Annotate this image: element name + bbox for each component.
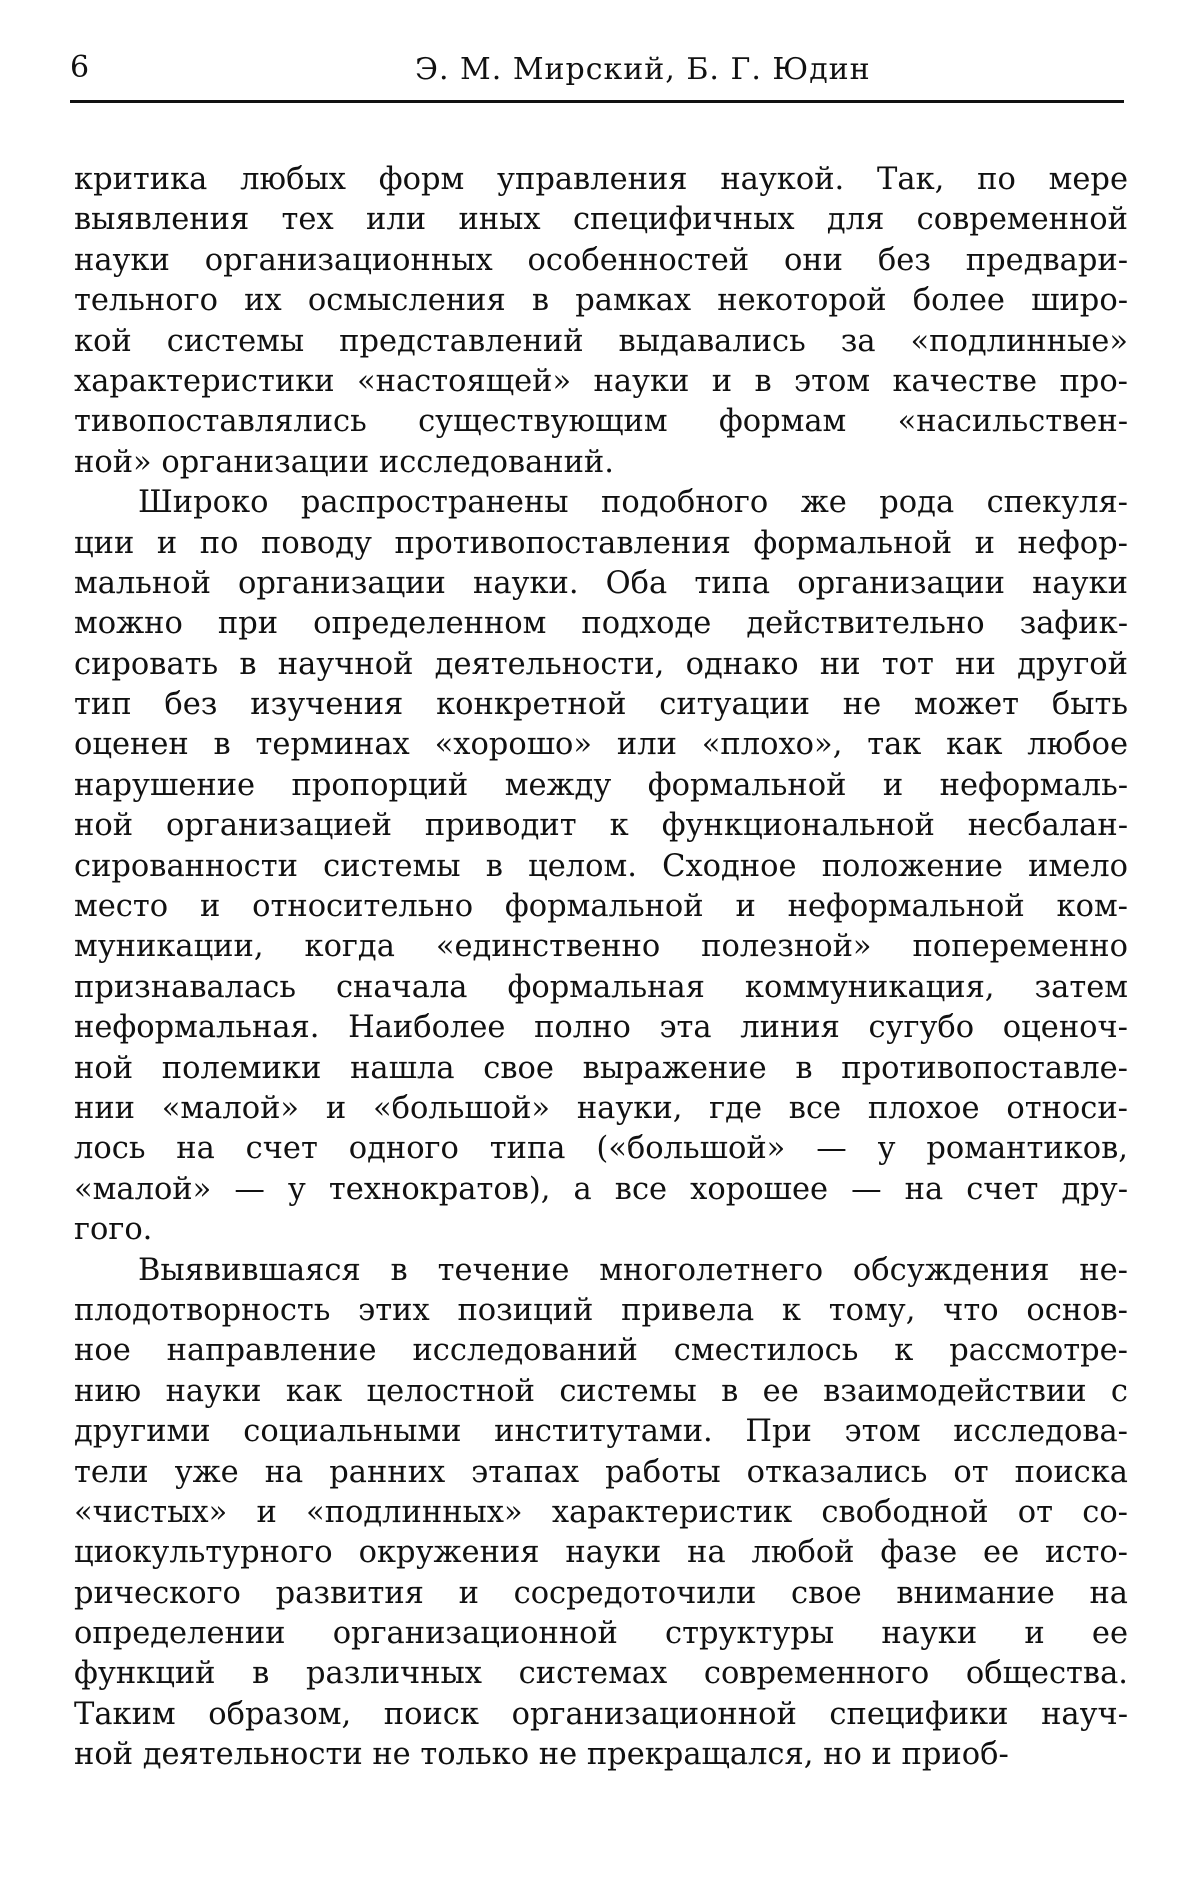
text-line: оценен в терминах «хорошо» или «плохо», так как любое [74, 727, 1128, 763]
text-line: Выявившаяся в течение многолетнего обсуждения не- [138, 1252, 1128, 1288]
text-line: гого. [74, 1212, 153, 1248]
text-line: нию науки как целостной системы в ее взаимодействии с [74, 1373, 1128, 1409]
page-number: 6 [70, 50, 90, 85]
text-line: науки организационных особенностей они без предвари- [74, 242, 1128, 278]
text-line: тели уже на ранних этапах работы отказались от поиска [74, 1454, 1128, 1490]
text-line: Широко распространены подобного же рода спекуля- [138, 485, 1128, 521]
text-line: сированности системы в целом. Сходное положение имело [74, 848, 1128, 884]
text-line: выявления тех или иных специфичных для современной [74, 202, 1128, 238]
text-line: циокультурного окружения науки на любой фазе ее исто- [74, 1535, 1128, 1571]
text-line: ной организацией приводит к функциональной несбалан- [74, 808, 1128, 844]
text-line: характеристики «настоящей» науки и в этом качестве про- [74, 363, 1128, 399]
text-line: сировать в научной деятельности, однако ни тот ни другой [74, 646, 1128, 682]
text-line: рического развития и сосредоточили свое внимание на [74, 1575, 1128, 1611]
text-line: ное направление исследований сместилось к рассмотре- [74, 1333, 1128, 1369]
text-line: мальной организации науки. Оба типа организации науки [74, 565, 1128, 601]
text-line: неформальная. Наиболее полно эта линия сугубо оценоч- [74, 1010, 1128, 1046]
text-line: критика любых форм управления наукой. Так, по мере [74, 162, 1128, 197]
text-line: нии «малой» и «большой» науки, где все плохое относи- [74, 1090, 1128, 1126]
text-line: «малой» — у технократов), а все хорошее — на счет дру- [74, 1171, 1128, 1207]
paragraph [74, 483, 1128, 1250]
page-header [70, 48, 1124, 96]
body-text [74, 160, 1128, 1776]
text-line: функций в различных системах современного общества. [74, 1656, 1128, 1692]
paragraph [74, 1251, 1128, 1776]
text-line: признавалась сначала формальная коммуникация, затем [74, 969, 1128, 1005]
text-line: определении организационной структуры науки и ее [74, 1616, 1128, 1652]
header-rule [70, 100, 1124, 103]
text-line: место и относительно формальной и неформальной ком- [74, 889, 1128, 925]
text-line: ции и по поводу противопоставления формальной и нефор- [74, 525, 1128, 561]
text-line: плодотворность этих позиций привела к тому, что основ- [74, 1292, 1128, 1328]
text-line: нарушение пропорций между формальной и неформаль- [74, 767, 1128, 803]
text-line: кой системы представлений выдавались за «подлинные» [74, 323, 1128, 359]
text-line: ной» организации исследований. [74, 444, 614, 480]
text-line: тельного их осмысления в рамках некоторой более широ- [74, 283, 1128, 319]
text-line: Таким образом, поиск организационной специфики науч- [74, 1696, 1128, 1732]
text-line: можно при определенном подходе действительно зафик- [74, 606, 1128, 642]
text-line: тивопоставлялись существующим формам «насильствен- [74, 404, 1128, 440]
paragraph [74, 160, 1128, 483]
text-line: тип без изучения конкретной ситуации не может быть [74, 687, 1128, 723]
text-line: «чистых» и «подлинных» характеристик свободной от со- [74, 1494, 1128, 1530]
text-line: ной полемики нашла свое выражение в противопоставле- [74, 1050, 1128, 1086]
text-line: другими социальными институтами. При этом исследова- [74, 1414, 1128, 1450]
text-line: ной деятельности не только не прекращался, но и приоб- [74, 1737, 1009, 1773]
text-line: муникации, когда «единственно полезной» попеременно [74, 929, 1128, 965]
running-head: Э. М. Мирский, Б. Г. Юдин [415, 52, 871, 87]
text-line: лось на счет одного типа («большой» — у романтиков, [74, 1131, 1128, 1167]
